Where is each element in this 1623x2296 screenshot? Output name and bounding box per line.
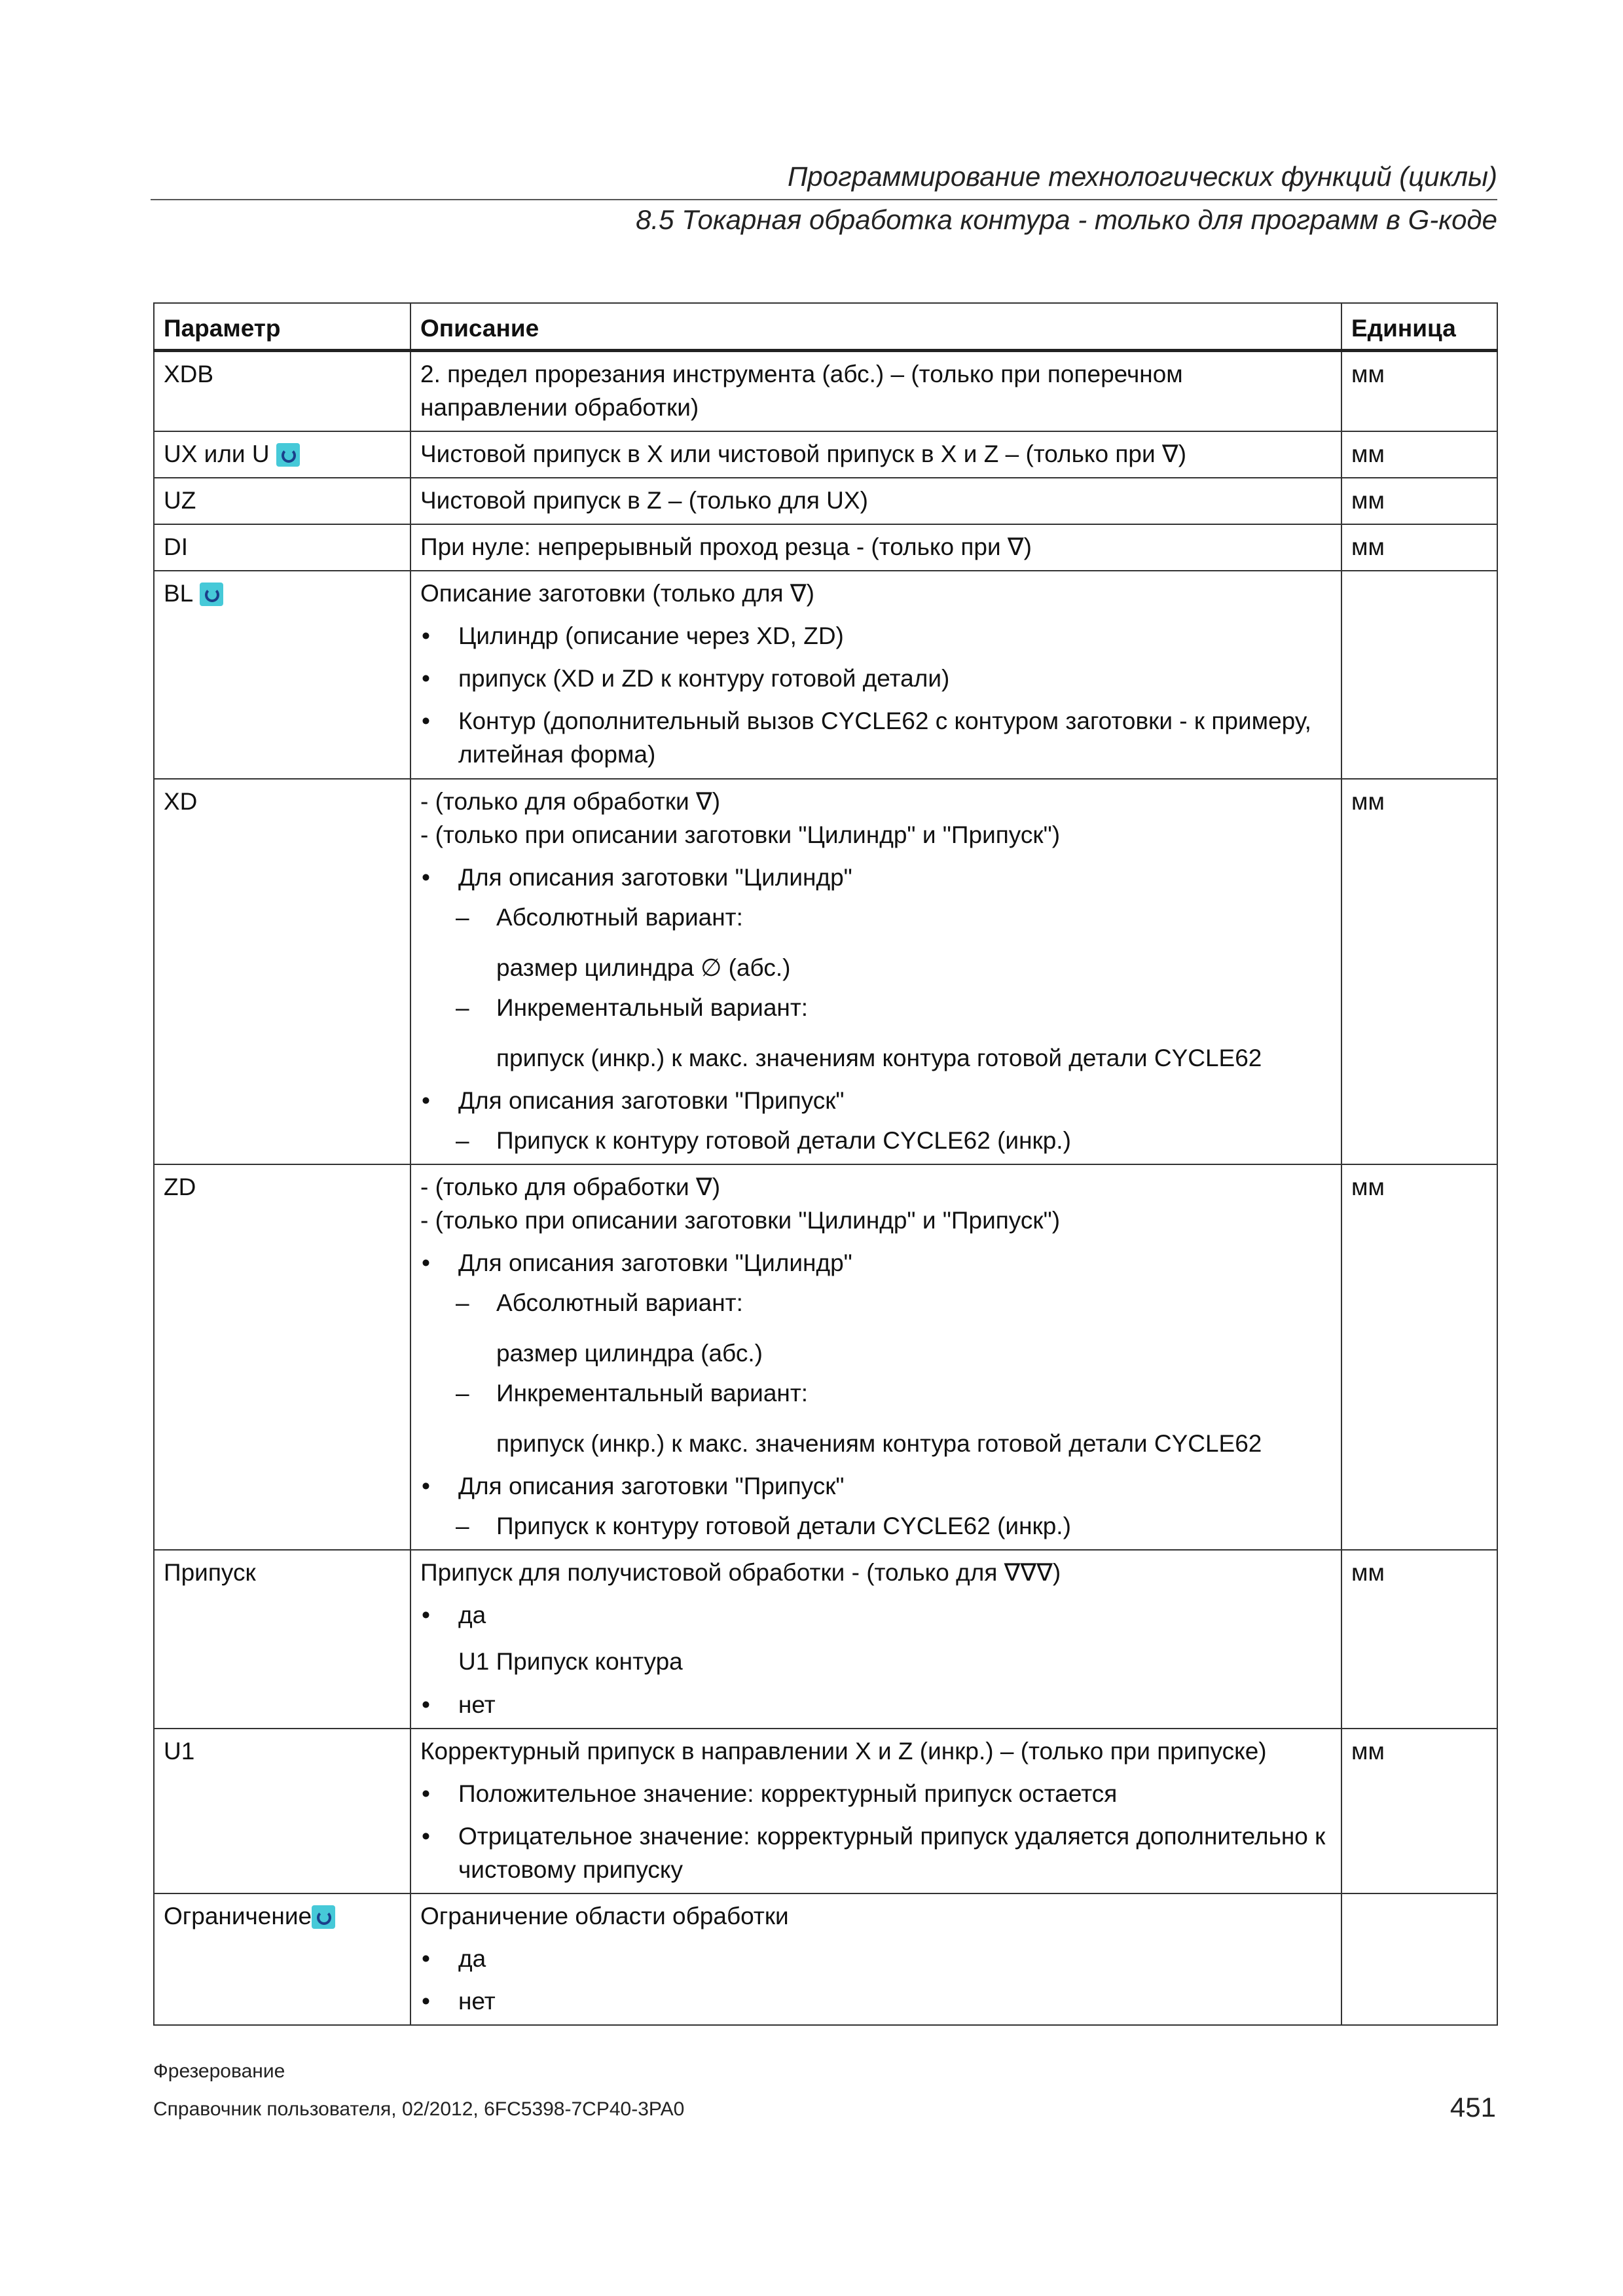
bullet-item: • Для описания заготовки "Припуск" <box>420 1469 1332 1503</box>
param-cell <box>154 1893 410 2025</box>
table-row-bl <box>154 571 1497 778</box>
bullet-item: • нет <box>420 1984 1332 2018</box>
param-label: Ограничение <box>164 1902 312 1929</box>
bullet-item: • да <box>420 1598 1332 1632</box>
column-header-desc: Описание <box>410 303 1341 351</box>
unit-cell: мм <box>1341 1550 1497 1728</box>
table-row-di <box>154 524 1497 571</box>
bullet-item: • припуск (XD и ZD к контуру готовой детали) <box>420 662 1332 695</box>
desc-cell <box>410 1893 1341 2025</box>
unit-cell <box>1341 571 1497 778</box>
table-row-limit <box>154 1893 1497 2025</box>
unit-cell: мм <box>1341 1729 1497 1893</box>
desc-cell: 2. предел прорезания инструмента (абс.) – (только при поперечном направлении обработки) <box>410 351 1341 432</box>
desc-line: Корректурный припуск в направлении X и Z (инкр.) – (только при припуске) <box>420 1737 1267 1765</box>
table-row-xdb <box>154 351 1497 432</box>
param-cell: XDB <box>154 351 410 432</box>
bullet-item: • Цилиндр (описание через XD, ZD) <box>420 619 1332 653</box>
param-cell <box>154 571 410 778</box>
table-row-xd <box>154 779 1497 1164</box>
desc-line: - (только для обработки ∇) <box>420 787 721 815</box>
desc-line: Припуск для получистовой обработки - (только для ∇∇∇) <box>420 1559 1061 1587</box>
toggle-icon <box>276 443 300 467</box>
bullet-item: • Для описания заготовки "Цилиндр" <box>420 861 1332 894</box>
dash-item: – Инкрементальный вариант: <box>420 991 1332 1024</box>
desc-line: Ограничение области обработки <box>420 1902 789 1929</box>
bullet-item: • Для описания заготовки "Цилиндр" <box>420 1246 1332 1280</box>
desc-line: - (только при описании заготовки "Цилиндр" и "Припуск") <box>420 1206 1061 1234</box>
column-header-param: Параметр <box>154 303 410 351</box>
indented-line: размер цилиндра ∅ (абс.) <box>496 954 791 981</box>
desc-line: - (только при описании заготовки "Цилиндр" и "Припуск") <box>420 821 1061 848</box>
param-cell: XD <box>154 779 410 1164</box>
unit-cell: мм <box>1341 779 1497 1164</box>
footer-product: Фрезерование <box>153 2060 285 2082</box>
dash-item: – Припуск к контуру готовой детали CYCLE62 (инкр.) <box>420 1509 1332 1543</box>
unit-cell <box>1341 1893 1497 2025</box>
table-row-allowance <box>154 1550 1497 1728</box>
dash-item: – Инкрементальный вариант: <box>420 1376 1332 1410</box>
table-header-row <box>154 303 1497 351</box>
desc-cell <box>410 571 1341 778</box>
indented-line: припуск (инкр.) к макс. значениям контура готовой детали CYCLE62 <box>496 1044 1262 1071</box>
desc-cell: При нуле: непрерывный проход резца - (только при ∇) <box>410 524 1341 571</box>
desc-cell: Чистовой припуск в Z – (только для UX) <box>410 478 1341 524</box>
unit-cell: мм <box>1341 351 1497 432</box>
table-row-ux <box>154 431 1497 478</box>
column-header-unit: Единица <box>1341 303 1497 351</box>
indented-line: U1 Припуск контура <box>458 1648 683 1676</box>
unit-cell: мм <box>1341 478 1497 524</box>
section-title: 8.5 Токарная обработка контура - только для программ в G-коде <box>636 204 1497 235</box>
table-row-uz <box>154 478 1497 524</box>
desc-cell <box>410 1729 1341 1893</box>
bullet-item: • Для описания заготовки "Припуск" <box>420 1084 1332 1117</box>
unit-cell: мм <box>1341 524 1497 571</box>
param-label: BL <box>164 580 194 607</box>
toggle-icon <box>312 1905 335 1929</box>
param-cell: UZ <box>154 478 410 524</box>
footer-manual-ref: Справочник пользователя, 02/2012, 6FC5398-7CP40-3PA0 <box>153 2098 685 2120</box>
toggle-icon <box>200 583 223 606</box>
bullet-item: • Контур (дополнительный вызов CYCLE62 с контуром заготовки - к примеру, литейная форма) <box>420 704 1332 771</box>
desc-cell <box>410 1164 1341 1550</box>
dash-item: – Абсолютный вариант: <box>420 901 1332 934</box>
table-row-u1 <box>154 1729 1497 1893</box>
desc-cell <box>410 1550 1341 1728</box>
desc-cell <box>410 779 1341 1164</box>
param-cell: U1 <box>154 1729 410 1893</box>
dash-item: – Припуск к контуру готовой детали CYCLE62 (инкр.) <box>420 1124 1332 1157</box>
bullet-item: • Отрицательное значение: корректурный припуск удаляется дополнительно к чистовому припуску <box>420 1820 1332 1886</box>
param-cell: DI <box>154 524 410 571</box>
param-cell <box>154 431 410 478</box>
param-cell: ZD <box>154 1164 410 1550</box>
bullet-item: • да <box>420 1942 1332 1975</box>
header-divider <box>151 199 1497 200</box>
dash-item: – Абсолютный вариант: <box>420 1286 1332 1319</box>
indented-line: размер цилиндра (абс.) <box>496 1340 763 1367</box>
desc-line: - (только для обработки ∇) <box>420 1173 721 1200</box>
parameter-table <box>153 302 1498 2026</box>
param-cell: Припуск <box>154 1550 410 1728</box>
desc-cell: Чистовой припуск в X или чистовой припуск в X и Z – (только при ∇) <box>410 431 1341 478</box>
bullet-item: • нет <box>420 1688 1332 1721</box>
unit-cell: мм <box>1341 431 1497 478</box>
page-number: 451 <box>1450 2092 1496 2123</box>
chapter-title: Программирование технологических функций (циклы) <box>787 161 1497 192</box>
desc-line: Описание заготовки (только для ∇) <box>420 580 814 607</box>
indented-line: припуск (инкр.) к макс. значениям контура готовой детали CYCLE62 <box>496 1430 1262 1458</box>
bullet-item: • Положительное значение: корректурный припуск остается <box>420 1777 1332 1810</box>
param-label: UX или U <box>164 440 270 468</box>
unit-cell: мм <box>1341 1164 1497 1550</box>
table-row-zd <box>154 1164 1497 1550</box>
